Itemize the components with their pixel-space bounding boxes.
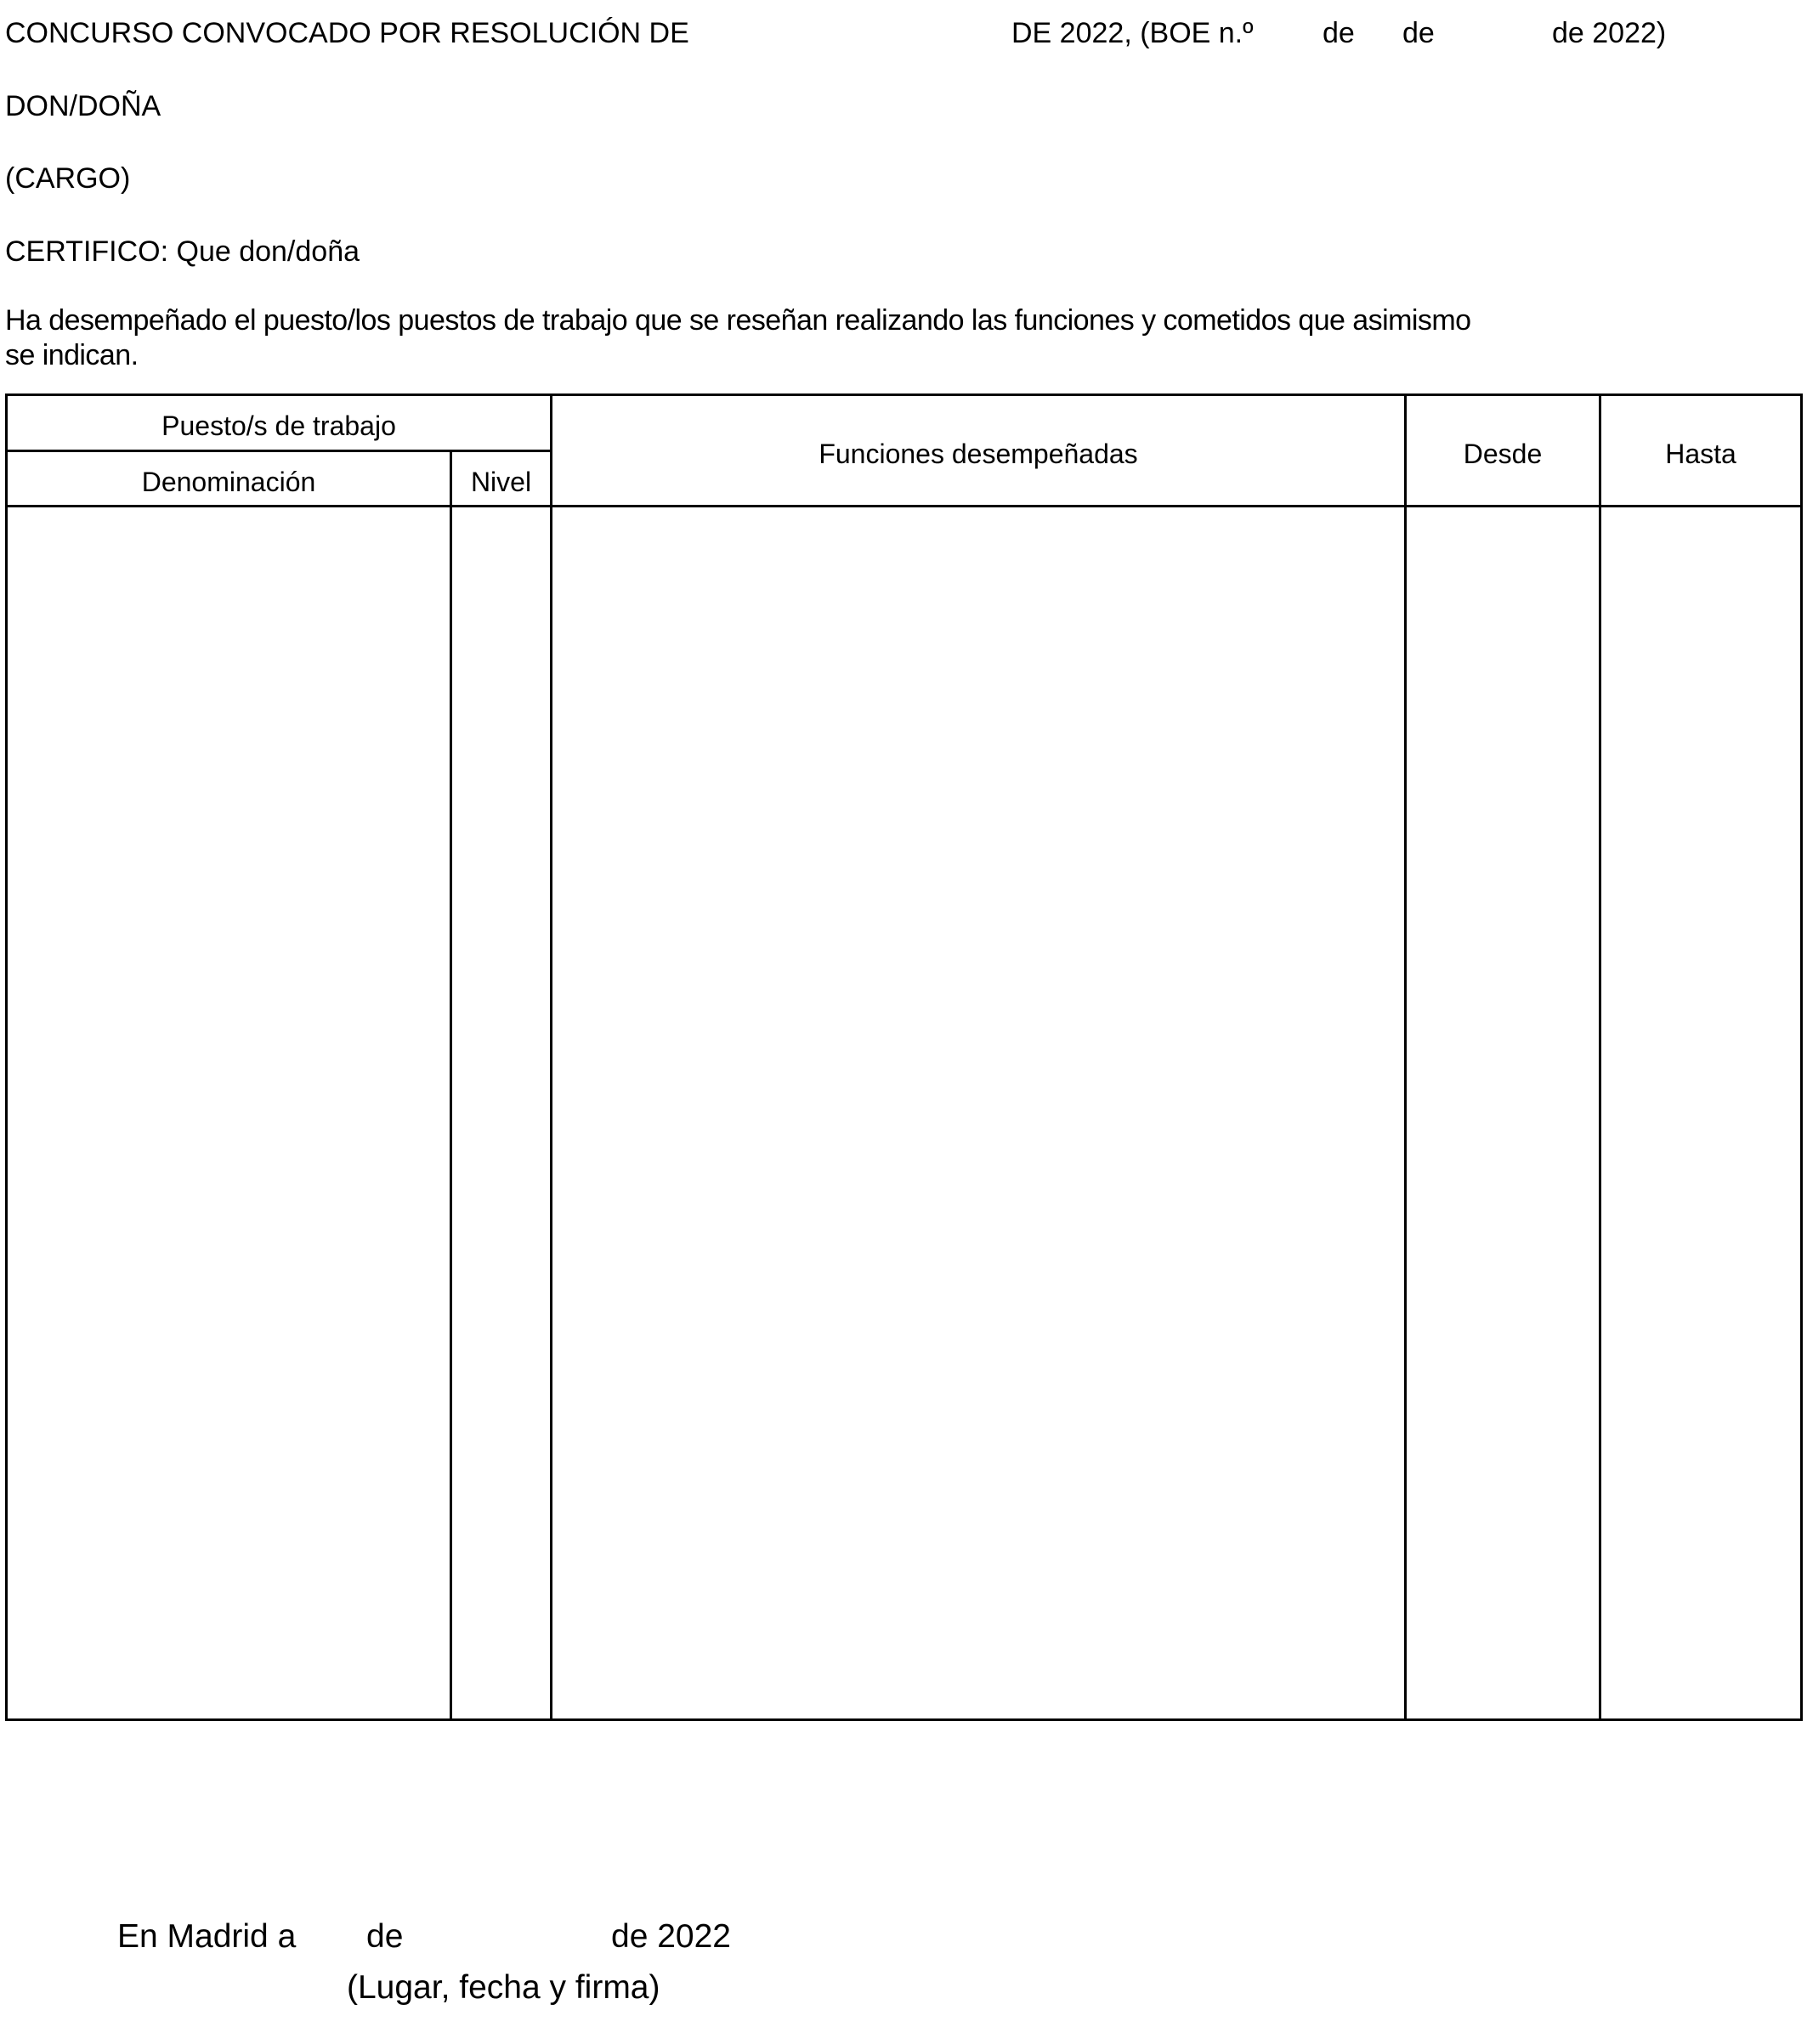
certification-paragraph [5, 303, 1603, 373]
table-cell-nivel[interactable] [452, 507, 550, 1718]
convocatoria-boe-de-1: de [1323, 17, 1355, 49]
table-border-right [1800, 394, 1803, 1721]
place-date-prefix: En Madrid a [117, 1918, 297, 1955]
convocatoria-boe-year: de 2022) [1552, 17, 1667, 49]
convocatoria-boe-de-2: de [1402, 17, 1435, 49]
table-border-bottom [5, 1718, 1803, 1721]
convocatoria-date-year: DE 2022, (BOE n.º [1011, 17, 1254, 49]
table-header-funciones: Funciones desempeñadas [819, 439, 1138, 469]
table-header-denominacion: Denominación [141, 467, 316, 497]
table-header-puestos: Puesto/s de trabajo [161, 410, 396, 441]
place-date-year: de 2022 [611, 1918, 731, 1955]
table-header-desde: Desde [1463, 439, 1543, 469]
convocatoria-prefix: CONCURSO CONVOCADO POR RESOLUCIÓN DE [5, 17, 689, 49]
certifico-label: CERTIFICO: Que don/doña [5, 235, 360, 268]
table-cell-denominacion[interactable] [8, 507, 450, 1718]
signature-caption: (Lugar, fecha y firma) [347, 1969, 660, 2006]
table-border-top [5, 394, 1803, 396]
table-cell-desde[interactable] [1407, 507, 1599, 1718]
certification-paragraph-line-1: Ha desempeñado el puesto/los puestos de trabajo que se reseñan realizando las funciones y cometidos que asimismo [5, 304, 1471, 337]
table-header-nivel: Nivel [470, 467, 532, 497]
table-header-hasta: Hasta [1665, 439, 1736, 469]
table-cell-funciones[interactable] [552, 507, 1404, 1718]
don-dona-label: DON/DOÑA [5, 90, 161, 122]
place-date-de: de [366, 1918, 404, 1955]
certification-paragraph-line-2: se indican. [5, 339, 139, 371]
table-cell-hasta[interactable] [1601, 507, 1800, 1718]
cargo-label: (CARGO) [5, 162, 131, 195]
table-group-divider [5, 450, 552, 452]
